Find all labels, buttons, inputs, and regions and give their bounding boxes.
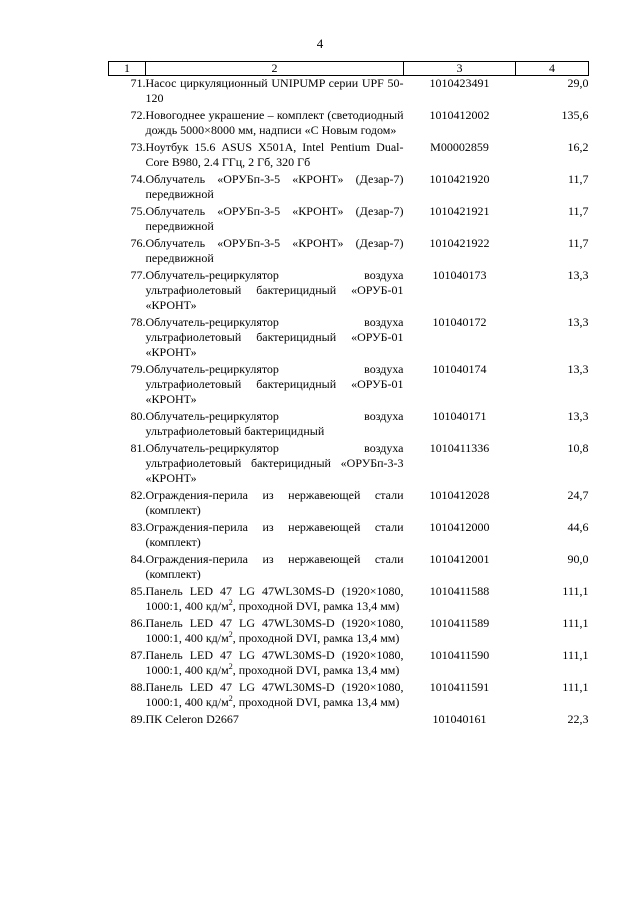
row-number: 77. bbox=[130, 268, 146, 282]
item-value: 11,7 bbox=[567, 204, 589, 218]
inventory-code: 1010421922 bbox=[429, 236, 490, 250]
row-number: 87. bbox=[130, 648, 146, 662]
inventory-code: 1010421920 bbox=[429, 172, 490, 186]
item-value: 13,3 bbox=[567, 268, 589, 282]
item-name: Облучатель-рециркулятор воздуха ультрафиолетовый бактерицидный «ОРУБ-01 «КРОНТ» bbox=[145, 315, 404, 359]
row-number: 80. bbox=[130, 409, 146, 423]
table-row bbox=[109, 488, 589, 520]
item-name-part: Панель LED 47 LG 47WL30MS-D (1920×1080, 1000:1, 400 кд/м bbox=[145, 616, 404, 645]
item-name-superscript: 2 bbox=[228, 598, 233, 607]
table-row bbox=[109, 584, 589, 616]
inventory-code: 1010411591 bbox=[429, 680, 490, 694]
row-number: 71. bbox=[130, 76, 146, 90]
item-name: Облучатель-рециркулятор воздуха ультрафиолетовый бактерицидный bbox=[145, 409, 404, 438]
item-name: Облучатель «ОРУБп-3-5 «КРОНТ» (Дезар-7) передвижной bbox=[145, 236, 404, 265]
inventory-code: 1010411336 bbox=[429, 441, 490, 455]
inventory-code: 1010411588 bbox=[429, 584, 490, 598]
inventory-table bbox=[108, 61, 589, 729]
item-name: Облучатель «ОРУБп-3-5 «КРОНТ» (Дезар-7) передвижной bbox=[145, 172, 404, 201]
inventory-code: 1010411590 bbox=[429, 648, 490, 662]
inventory-code: 101040171 bbox=[432, 409, 487, 423]
table-row bbox=[109, 362, 589, 409]
item-value: 24,7 bbox=[567, 488, 589, 502]
table-row bbox=[109, 76, 589, 109]
item-value: 22,3 bbox=[567, 712, 589, 726]
item-name: Облучатель-рециркулятор воздуха ультрафиолетовый бактерицидный «ОРУБ-01 «КРОНТ» bbox=[145, 362, 404, 406]
row-number: 75. bbox=[130, 204, 146, 218]
inventory-code: 101040161 bbox=[432, 712, 487, 726]
row-number: 88. bbox=[130, 680, 146, 694]
inventory-code: 1010421921 bbox=[429, 204, 490, 218]
inventory-code: М00002859 bbox=[430, 140, 489, 154]
item-name: Новогоднее украшение – комплект (светодиодный дождь 5000×8000 мм, надписи «С Новым годом» bbox=[145, 108, 404, 137]
item-name bbox=[146, 616, 404, 648]
item-value: 44,6 bbox=[567, 520, 589, 534]
table-row bbox=[109, 680, 589, 712]
inventory-code: 1010412028 bbox=[429, 488, 490, 502]
row-number: 85. bbox=[130, 584, 146, 598]
item-name: Насос циркуляционный UNIPUMP серии UPF 50-120 bbox=[145, 76, 404, 105]
item-name: Ограждения-перила из нержавеющей стали (комплект) bbox=[145, 520, 404, 549]
inventory-code: 101040174 bbox=[432, 362, 487, 376]
item-value: 111,1 bbox=[562, 616, 589, 630]
item-value: 111,1 bbox=[562, 648, 589, 662]
table-row bbox=[109, 140, 589, 172]
inventory-code: 1010411589 bbox=[429, 616, 490, 630]
item-name: ПК Celeron D2667 bbox=[145, 712, 239, 726]
item-name: Ограждения-перила из нержавеющей стали (комплект) bbox=[145, 552, 404, 581]
item-value: 11,7 bbox=[567, 236, 589, 250]
item-name: Ноутбук 15.6 ASUS X501A, Intel Pentium Dual-Core B980, 2.4 ГГц, 2 Гб, 320 Гб bbox=[145, 140, 404, 169]
row-number: 72. bbox=[130, 108, 146, 122]
table-row bbox=[109, 552, 589, 584]
inventory-code: 1010423491 bbox=[429, 76, 490, 90]
row-number: 89. bbox=[130, 712, 146, 726]
table-row bbox=[109, 712, 589, 729]
item-value: 16,2 bbox=[567, 140, 589, 154]
item-value: 11,7 bbox=[567, 172, 589, 186]
row-number: 78. bbox=[130, 315, 146, 329]
inventory-code: 1010412002 bbox=[429, 108, 490, 122]
item-name-part: , проходной DVI, рамка 13,4 мм) bbox=[232, 695, 400, 709]
table-row bbox=[109, 268, 589, 315]
table-row bbox=[109, 315, 589, 362]
item-value: 13,3 bbox=[567, 315, 589, 329]
row-number: 86. bbox=[130, 616, 146, 630]
table-row bbox=[109, 108, 589, 140]
row-number: 79. bbox=[130, 362, 146, 376]
item-name-part: , проходной DVI, рамка 13,4 мм) bbox=[232, 663, 400, 677]
item-value: 111,1 bbox=[562, 680, 589, 694]
item-value: 29,0 bbox=[567, 76, 589, 90]
table-header-row bbox=[109, 62, 589, 76]
item-name-part: , проходной DVI, рамка 13,4 мм) bbox=[232, 631, 400, 645]
item-name-part: Панель LED 47 LG 47WL30MS-D (1920×1080, 1000:1, 400 кд/м bbox=[145, 584, 404, 613]
item-name: Ограждения-перила из нержавеющей стали (комплект) bbox=[145, 488, 404, 517]
item-name: Облучатель-рециркулятор воздуха ультрафиолетовый бактерицидный «ОРУБ-01 «КРОНТ» bbox=[145, 268, 404, 312]
item-value: 111,1 bbox=[562, 584, 589, 598]
inventory-code: 1010412000 bbox=[429, 520, 490, 534]
item-name bbox=[146, 648, 404, 680]
item-value: 13,3 bbox=[567, 409, 589, 423]
item-name-superscript: 2 bbox=[228, 630, 233, 639]
item-name bbox=[146, 680, 404, 712]
column-header-4: 4 bbox=[516, 62, 589, 76]
item-name-part: Панель LED 47 LG 47WL30MS-D (1920×1080, 1000:1, 400 кд/м bbox=[145, 680, 404, 709]
item-name-superscript: 2 bbox=[228, 662, 233, 671]
item-name-superscript: 2 bbox=[228, 694, 233, 703]
item-name-part: , проходной DVI, рамка 13,4 мм) bbox=[232, 599, 400, 613]
inventory-code: 1010412001 bbox=[429, 552, 490, 566]
row-number: 84. bbox=[130, 552, 146, 566]
column-header-1: 1 bbox=[109, 62, 146, 76]
column-header-2: 2 bbox=[146, 62, 404, 76]
row-number: 76. bbox=[130, 236, 146, 250]
column-header-3: 3 bbox=[404, 62, 516, 76]
item-name bbox=[146, 584, 404, 616]
table-row bbox=[109, 236, 589, 268]
item-value: 135,6 bbox=[561, 108, 589, 122]
table-row bbox=[109, 172, 589, 204]
item-name-part: Панель LED 47 LG 47WL30MS-D (1920×1080, 1000:1, 400 кд/м bbox=[145, 648, 404, 677]
table-row bbox=[109, 409, 589, 441]
item-name: Облучатель «ОРУБп-3-5 «КРОНТ» (Дезар-7) передвижной bbox=[145, 204, 404, 233]
table-row bbox=[109, 648, 589, 680]
table-row bbox=[109, 441, 589, 488]
item-value: 10,8 bbox=[567, 441, 589, 455]
row-number: 74. bbox=[130, 172, 146, 186]
table-row bbox=[109, 616, 589, 648]
row-number: 83. bbox=[130, 520, 146, 534]
row-number: 81. bbox=[130, 441, 146, 455]
inventory-code: 101040173 bbox=[432, 268, 487, 282]
table-row bbox=[109, 204, 589, 236]
row-number: 82. bbox=[130, 488, 146, 502]
item-name: Облучатель-рециркулятор воздуха ультрафиолетовый бактерицидный «ОРУБп-3-3 «КРОНТ» bbox=[145, 441, 404, 485]
row-number: 73. bbox=[130, 140, 146, 154]
item-value: 90,0 bbox=[567, 552, 589, 566]
inventory-code: 101040172 bbox=[432, 315, 487, 329]
item-value: 13,3 bbox=[567, 362, 589, 376]
table-row bbox=[109, 520, 589, 552]
page-number: 4 bbox=[316, 36, 324, 51]
